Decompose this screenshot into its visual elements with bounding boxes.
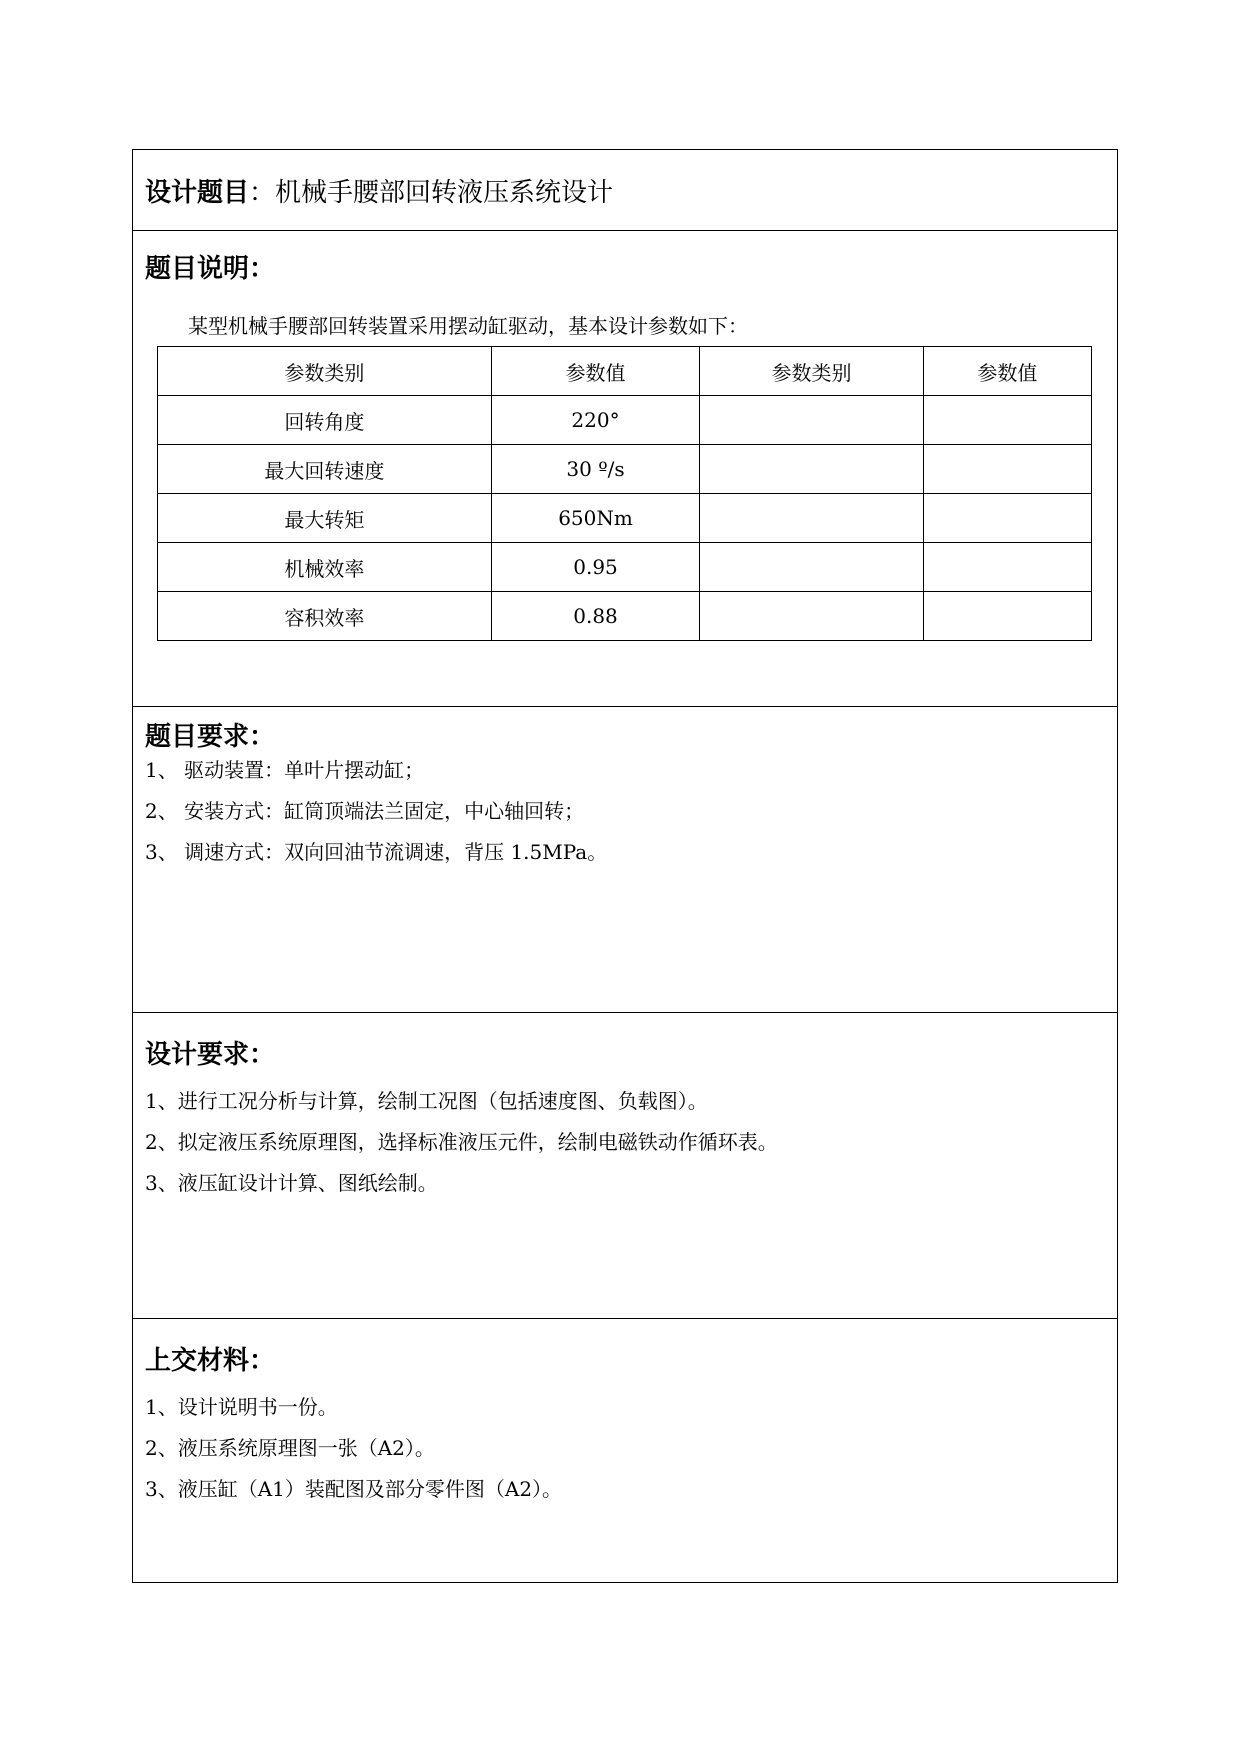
assignment-form: [132, 149, 1118, 1583]
list-item: 1、设计说明书一份。: [145, 1395, 338, 1419]
divider: [133, 706, 1117, 707]
param-name-cell: [700, 543, 923, 592]
param-value-cell: 220°: [491, 396, 700, 445]
table-header-cell: 参数类别: [700, 347, 923, 396]
design-title-separator: ：: [249, 178, 276, 208]
param-name-cell: [700, 494, 923, 543]
param-name-cell: [700, 592, 923, 641]
description-intro: 某型机械手腰部回转装置采用摆动缸驱动，基本设计参数如下：: [188, 314, 748, 338]
param-value-cell: [923, 396, 1091, 445]
param-name-cell: 容积效率: [158, 592, 492, 641]
list-item: 1、进行工况分析与计算，绘制工况图（包括速度图、负载图）。: [145, 1089, 708, 1113]
param-value-cell: 650Nm: [491, 494, 700, 543]
list-item: 2、拟定液压系统原理图，选择标准液压元件，绘制电磁铁动作循环表。: [145, 1130, 778, 1154]
table-row: [158, 592, 1092, 641]
table-row: [158, 445, 1092, 494]
design-title-label: 设计题目: [145, 178, 250, 208]
design-requirements-heading: 设计要求：: [145, 1040, 276, 1070]
table-header-cell: 参数类别: [158, 347, 492, 396]
parameter-table: [157, 346, 1092, 641]
param-value-cell: 30 º/s: [491, 445, 700, 494]
description-heading: 题目说明：: [145, 254, 276, 284]
param-value-cell: [923, 543, 1091, 592]
param-name-cell: 回转角度: [158, 396, 492, 445]
list-item: 2、 安装方式：缸筒顶端法兰固定，中心轴回转；: [145, 799, 585, 823]
requirements-heading: 题目要求：: [145, 722, 276, 752]
divider: [133, 1318, 1117, 1319]
table-row: [158, 543, 1092, 592]
param-value-cell: [923, 494, 1091, 543]
param-value-cell: 0.88: [491, 592, 700, 641]
list-item: 3、液压缸（A1）装配图及部分零件图（A2）。: [145, 1477, 563, 1501]
table-header-row: [158, 347, 1092, 396]
table-row: [158, 396, 1092, 445]
list-item: 3、液压缸设计计算、图纸绘制。: [145, 1171, 438, 1195]
param-name-cell: 最大回转速度: [158, 445, 492, 494]
deliverables-heading: 上交材料：: [145, 1346, 276, 1376]
list-item: 1、 驱动装置：单叶片摆动缸；: [145, 758, 425, 782]
design-title-text: 机械手腰部回转液压系统设计: [275, 178, 614, 208]
param-name-cell: [700, 445, 923, 494]
divider: [133, 1012, 1117, 1013]
table-header-cell: 参数值: [491, 347, 700, 396]
param-name-cell: 机械效率: [158, 543, 492, 592]
param-name-cell: 最大转矩: [158, 494, 492, 543]
list-item: 3、 调速方式：双向回油节流调速，背压 1.5MPa。: [145, 840, 608, 864]
design-title: [145, 172, 613, 209]
list-item: 2、液压系统原理图一张（A2）。: [145, 1436, 435, 1460]
param-value-cell: 0.95: [491, 543, 700, 592]
param-name-cell: [700, 396, 923, 445]
table-row: [158, 494, 1092, 543]
divider: [133, 230, 1117, 231]
param-value-cell: [923, 445, 1091, 494]
param-value-cell: [923, 592, 1091, 641]
table-header-cell: 参数值: [923, 347, 1091, 396]
